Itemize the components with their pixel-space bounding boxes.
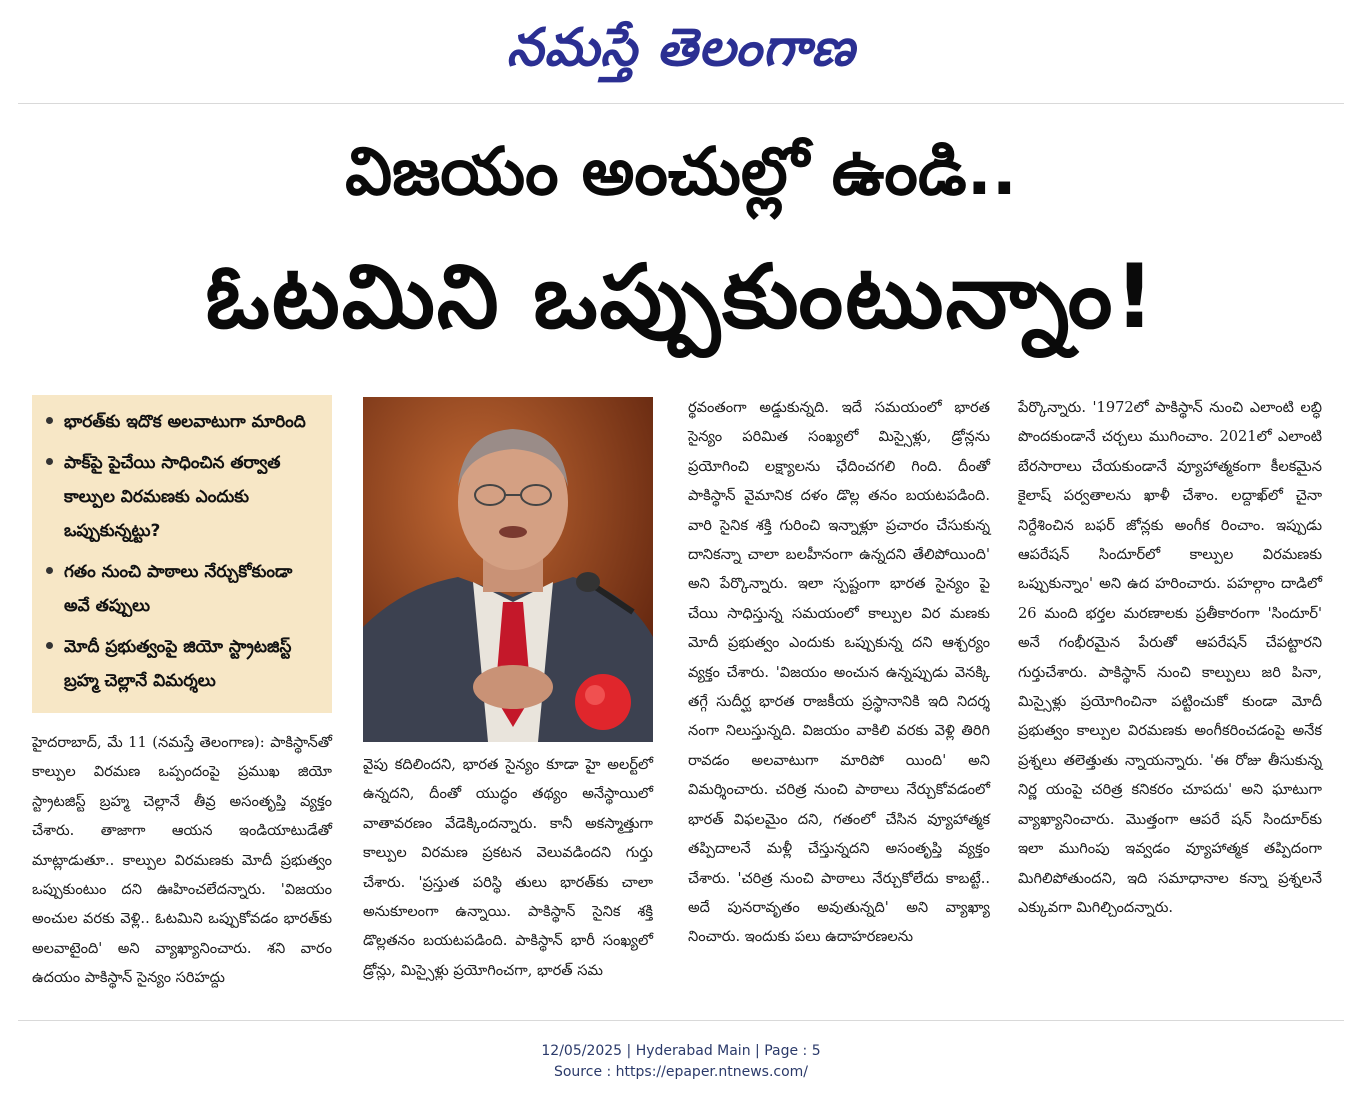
article-column-1: హైదరాబాద్, మే 11 (నమస్తే తెలంగాణ): పాకిస్థాన్‌తో కాల్పుల విరమణ ఒప్పందంపై ప్రముఖ జియో స్ట్రాటజిస్ట్ బ్రహ్మ చెల్లానే తీవ్ర అసంతృప్తి వ్యక్తం చేశారు. తాజాగా ఆయన ఇండియాటుడేతో మాట్లాడుతూ.. కాల్పుల విరమణకు మోదీ ప్రభుత్వం ఒప్పుకుంటుం దని ఊహించలేదన్నారు. 'విజయం అంచుల వరకు వెళ్లి.. ఓటమిని ఒప్పుకోవడం భారత్‌కు అలవాటైంది' అని వ్యాఖ్యానించారు. శని వారం ఉదయం పాకిస్థాన్ సైన్యం సరిహద్దు <box>32 734 332 987</box>
footer-source-line: Source : https://epaper.ntnews.com/ <box>553 1064 809 1080</box>
highlight-item: భారత్‌కు ఇదొక అలవాటుగా మారింది <box>46 405 322 439</box>
bullet-icon <box>46 417 53 424</box>
masthead-divider <box>18 103 1344 104</box>
highlight-item: గతం నుంచి పాఠాలు నేర్చుకోకుండా అవే తప్పులు <box>46 555 322 623</box>
article-column-3: ర్థవంతంగా అడ్డుకున్నది. ఇదే సమయంలో భారత సైన్యం పరిమిత సంఖ్యలో మిస్సైళ్లు, డ్రోన్లను ప్రయోగించి లక్ష్యాలను ఛేదించగలి గింది. దీంతో పాకిస్థాన్ వైమానిక దళం డొల్ల తనం బయటపడింది. వారి సైనిక శక్తి గురించి ఇన్నాళ్లూ ప్రచారం చేసుకున్న దానికన్నా చాలా బలహీనంగా ఉన్నదని తేలిపోయింది' అని పేర్కొన్నారు. ఇలా స్పష్టంగా భారత సైన్యం పై చేయి సాధిస్తున్న సమయంలో కాల్పుల విర మణకు మోదీ ప్రభుత్వం ఎందుకు ఒప్పుకున్న దని ఆశ్చర్యం వ్యక్తం చేశారు. 'విజయం అంచున ఉన్నప్పుడు వెనక్కి తగ్గే సుదీర్ఘ భారత రాజకీయ ప్రస్థానానికి ఇది నిదర్శ నంగా నిలుస్తున్నది. విజయం వాకిలి వరకు వెళ్లి తిరిగి రావడం అలవాటుగా మారిపో యింది' అని విమర్శించారు. చరిత్ర నుంచి పాఠాలు నేర్చుకోవడంలో భారత్ విఫలమైం దని, గతంలో చేసిన వ్యూహాత్మక తప్పిదాలనే మళ్లీ చేస్తున్నదని అసంతృప్తి వ్యక్తం చేశారు. 'చరిత్ర నుంచి పాఠాలు నేర్చుకోలేదు కాబట్టే.. అదే పునరావృతం అవుతున్నది' అని వ్యాఖ్యా నించారు. ఇందుకు పలు ఉదాహరణలను <box>688 399 990 946</box>
footer-divider <box>18 1020 1344 1021</box>
bullet-icon <box>46 567 53 574</box>
highlights-box <box>32 395 332 713</box>
headline-line-2: ఓటమిని ఒప్పుకుంటున్నాం! <box>205 245 1157 348</box>
highlight-item: పాక్‌పై పైచేయి సాధించిన తర్వాత కాల్పుల విరమణకు ఎందుకు ఒప్పుకున్నట్టు? <box>46 446 322 548</box>
bullet-icon <box>46 642 53 649</box>
highlight-item: మోదీ ప్రభుత్వంపై జియో స్ట్రాటజిస్ట్ బ్రహ్మ చెల్లానే విమర్శలు <box>46 630 322 698</box>
masthead-logo: నమస్తే తెలంగాణ <box>506 18 856 78</box>
headline-line-1: విజయం అంచుల్లో ఉండి.. <box>345 133 1017 210</box>
article-column-2: వైపు కదిలిందని, భారత సైన్యం కూడా హై అలర్ట్‌లో ఉన్నదని, దీంతో యుద్ధం తథ్యం అనేస్థాయిలో వాతావరణం వేడెక్కిందన్నారు. కానీ అకస్మాత్తుగా కాల్పుల విరమణ ప్రకటన వెలువడిందని గుర్తు చేశారు. 'ప్రస్తుత పరిస్థి తులు భారత్‌కు చాలా అనుకూలంగా ఉన్నాయి. పాకిస్థాన్ సైనిక శక్తి డొల్లతనం బయటపడింది. పాకిస్థాన్ భారీ సంఖ్యలో డ్రోన్లు, మిస్సైళ్లు ప్రయోగించగా, భారత్ సమ <box>363 756 653 979</box>
masthead <box>0 8 1362 88</box>
footer-date-line: 12/05/2025 | Hyderabad Main | Page : 5 <box>541 1043 821 1059</box>
speaker-illustration <box>363 397 653 742</box>
article-column-4: పేర్కొన్నారు. '1972లో పాకిస్థాన్ నుంచి ఎలాంటి లబ్ధి పొందకుండానే చర్చలు ముగించాం. 2021లో ఎలాంటి బేరసారాలు చేయకుండానే వ్యూహాత్మకంగా కీలకమైన కైలాష్ పర్వతాలను ఖాళీ చేశాం. లద్దాఖ్‌లో చైనా నిర్దేశించిన బఫర్ జోన్లకు అంగీక రించాం. ఇప్పుడు ఆపరేషన్ సిందూర్‌లో కాల్పుల విరమణకు ఒప్పుకున్నాం' అని ఉద హరించారు. పహల్గాం దాడిలో 26 మంది భర్తల మరణాలకు ప్రతీకారంగా 'సిందూర్' అనే గంభీరమైన పేరుతో ఆపరేషన్ చేపట్టారని గుర్తుచేశారు. పాకిస్థాన్ నుంచి కాల్పులు జరి పినా, మిస్సైళ్లు ప్రయోగించినా పట్టించుకో కుండా మోదీ ప్రభుత్వం కాల్పుల విరమణకు అంగీకరించడంపై అనేక ప్రశ్నలు తలెత్తుతు న్నాయన్నారు. 'ఈ రోజు తీసుకున్న నిర్ణ యంపై చరిత్ర కనికరం చూపదు' అని ఘాటుగా వ్యాఖ్యానించారు. మొత్తంగా ఆపరే షన్ సిందూర్‌కు ఇలా ముగింపు ఇవ్వడం వ్యూహాత్మక తప్పిదంగా మిగిలిపోతుందని, ఇది సమాధానాల కన్నా ప్రశ్నలనే ఎక్కువగా మిగిల్చిందన్నారు. <box>1018 399 1322 916</box>
speaker-photo <box>363 397 653 742</box>
bullet-icon <box>46 458 53 465</box>
